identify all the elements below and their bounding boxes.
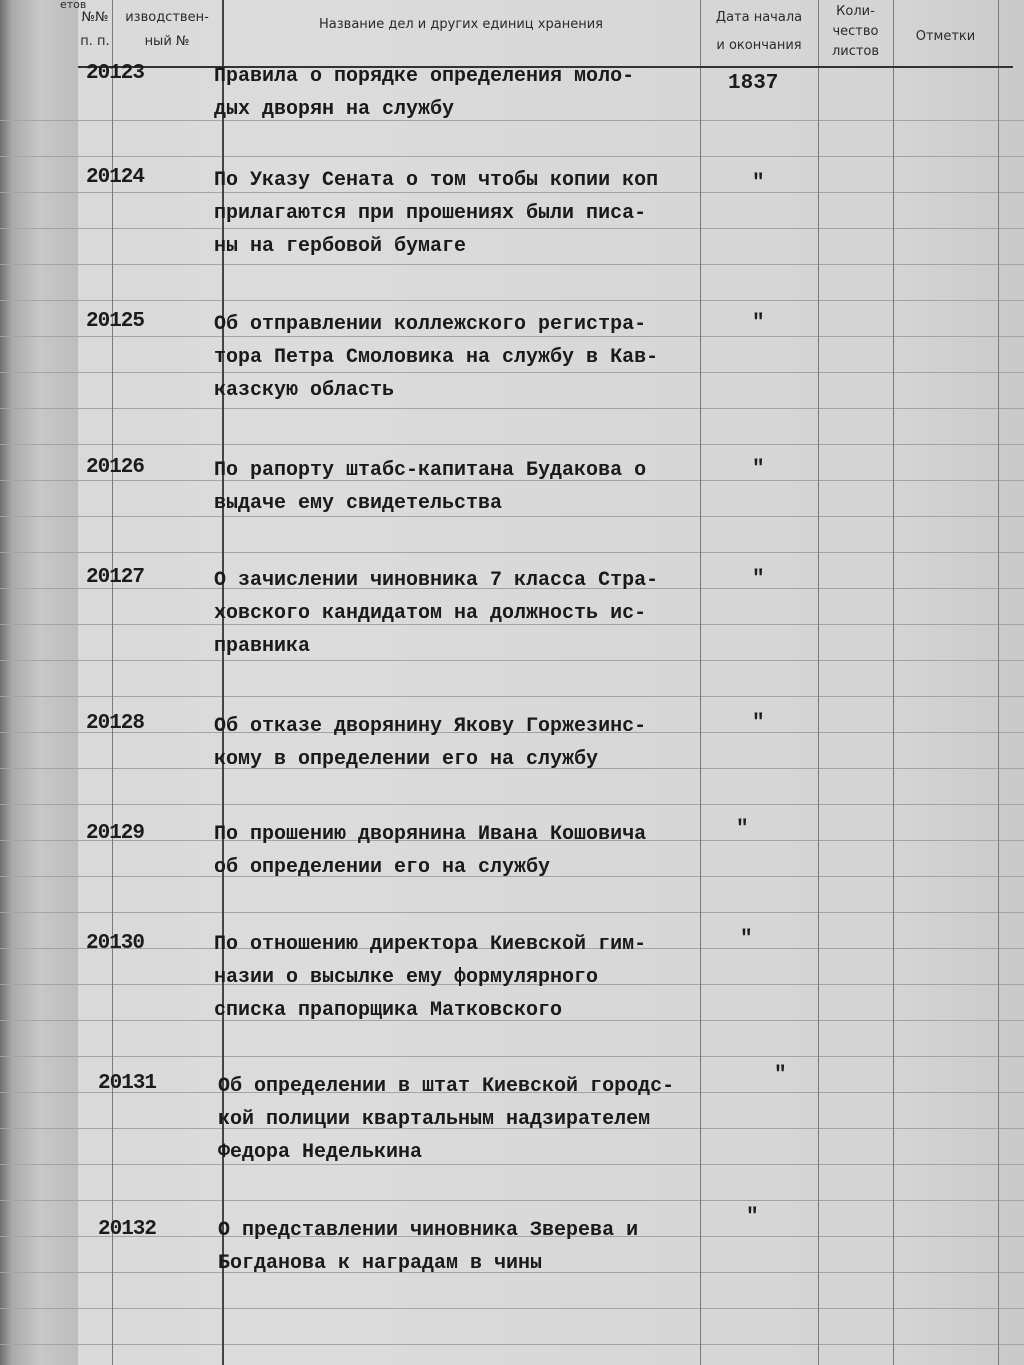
ruled-line <box>0 1200 1024 1201</box>
ruled-line <box>0 156 1024 157</box>
ruled-line <box>0 804 1024 805</box>
ruled-line <box>0 300 1024 301</box>
ruled-line <box>0 552 1024 553</box>
record-title: По прошению дворянина Ивана Кошовича об определении его на службу <box>214 823 647 879</box>
record-number: 20127 <box>86 566 145 589</box>
header-notes: Отметки <box>915 29 976 44</box>
ruled-line <box>0 696 1024 697</box>
record-date: " <box>752 172 765 195</box>
header-corner: етов <box>60 0 87 11</box>
record-date: " <box>752 568 765 591</box>
column-divider <box>112 0 113 1365</box>
record-number: 20125 <box>86 310 145 333</box>
ruled-line <box>0 1308 1024 1309</box>
record-date: " <box>752 458 765 481</box>
record-number: 20123 <box>86 62 145 85</box>
record-number: 20129 <box>86 822 145 845</box>
ruled-line <box>0 1056 1024 1057</box>
record-date: " <box>746 1206 759 1229</box>
record-number: 20131 <box>98 1072 157 1095</box>
header-sheets: Коли- чество листов <box>831 4 880 59</box>
record-title: О представлении чиновника Зверева и Богданова к наградам в чины <box>218 1219 639 1275</box>
record-title: По рапорту штабс-капитана Будакова о выдаче ему свидетельства <box>214 459 647 515</box>
record-date: " <box>736 818 749 841</box>
record-number: 20130 <box>86 932 145 955</box>
ruled-line <box>0 912 1024 913</box>
record-title: По отношению директора Киевской гим- назии о высылке ему формулярного списка прапорщика Матковского <box>214 933 647 1022</box>
record-number: 20128 <box>86 712 145 735</box>
header-dates: Дата начала и окончания <box>715 10 803 53</box>
record-title: Об определении в штат Киевской городс- кой полиции квартальным надзирателем Федора Неделькина <box>218 1075 675 1164</box>
record-date: " <box>774 1064 787 1087</box>
record-date: " <box>740 928 753 951</box>
ruled-line <box>0 408 1024 409</box>
record-title: Правила о порядке определения моло- дых дворян на службу <box>214 65 635 121</box>
record-number: 20132 <box>98 1218 157 1241</box>
record-number: 20126 <box>86 456 145 479</box>
record-title: О зачислении чиновника 7 класса Стра- ховского кандидатом на должность ис- правника <box>214 569 659 658</box>
column-divider <box>818 0 819 1365</box>
ruled-line <box>0 444 1024 445</box>
column-divider <box>998 0 999 1365</box>
record-number: 20124 <box>86 166 145 189</box>
record-title: Об отправлении коллежского регистра- тора Петра Смоловика на службу в Кав- казскую область <box>214 313 659 402</box>
book-binding <box>0 0 87 1365</box>
header-number: №№ п. п. <box>80 10 110 49</box>
record-date: 1837 <box>728 72 779 95</box>
record-date: " <box>752 712 765 735</box>
header-title: Название дел и других единиц хранения <box>319 17 603 32</box>
record-title: Об отказе дворянину Якову Горжезинс- кому в определении его на службу <box>214 715 647 771</box>
header-production-number: изводствен- ный № <box>125 10 209 49</box>
ruled-line <box>0 1344 1024 1345</box>
ruled-line <box>0 264 1024 265</box>
record-date: " <box>752 312 765 335</box>
column-divider <box>893 0 894 1365</box>
record-title: По Указу Сената о том чтобы копии коп прилагаются при прошениях были писа- ны на гербовой бумаге <box>214 169 659 258</box>
